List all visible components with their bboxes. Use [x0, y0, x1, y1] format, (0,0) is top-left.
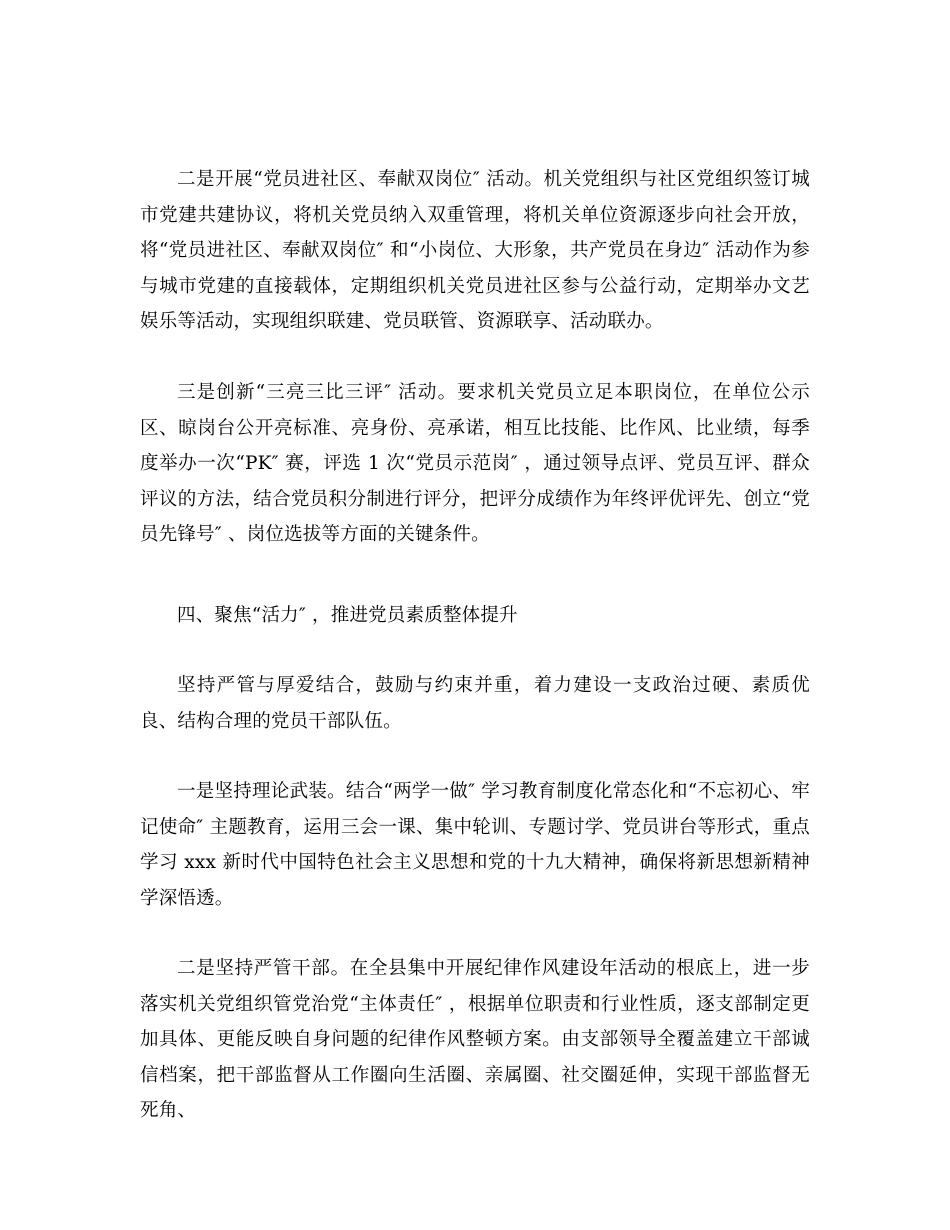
- paragraph-three-bright-activity: 三是创新“三亮三比三评″ 活动。要求机关党员立足本职岗位，在单位公示区、晾岗台公开亮标准、亮身份、亮承诺，相互比技能、比作风、比业绩，每季度举办一次“PK″ 赛，评选 1 次“党员示范岗″ ，通过领导点评、党员互评、群众评议的方法，结合党员积分制进行评分，把评分成绩作为年终评优评先、创立“党员先锋号″ 、岗位选拔等方面的关键条件。: [140, 382, 810, 545]
- section-heading-vitality: 四、聚焦“活力″ ，推进党员素质整体提升: [177, 605, 518, 626]
- paragraph-strict-management: 坚持严管与厚爱结合，鼓励与约束并重，着力建设一支政治过硬、素质优良、结构合理的党员干部队伍。: [140, 675, 810, 732]
- paragraph-theory-study: 一是坚持理论武装。结合“两学一做″ 学习教育制度化常态化和“不忘初心、牢记使命″ 主题教育，运用三会一课、集中轮训、专题讨学、党员讲台等形式，重点学习 xxx 新时代中国特色社会主义思想和党的十九大精神，确保将新思想新精神学深悟透。: [140, 781, 810, 909]
- paragraph-community-activity: 二是开展“党员进社区、奉献双岗位″ 活动。机关党组织与社区党组织签订城市党建共建协议，将机关党员纳入双重管理，将机关单位资源逐步向社会开放，将“党员进社区、奉献双岗位″ 和“小岗位、大形象，共产党员在身边″ 活动作为参与城市党建的直接载体，定期组织机关党员进社区参与公益行动，定期举办文艺娱乐等活动，实现组织联建、党员联管、资源联享、活动联办。: [140, 169, 810, 332]
- paragraph-strict-cadres: 二是坚持严管干部。在全县集中开展纪律作风建设年活动的根底上，进一步落实机关党组织管党治党“主体责任″ ，根据单位职责和行业性质，逐支部制定更加具体、更能反映自身问题的纪律作风整顿方案。由支部领导全覆盖建立干部诚信档案，把干部监督从工作圈向生活圈、亲属圈、社交圈延伸，实现干部监督无死角、: [140, 958, 810, 1121]
